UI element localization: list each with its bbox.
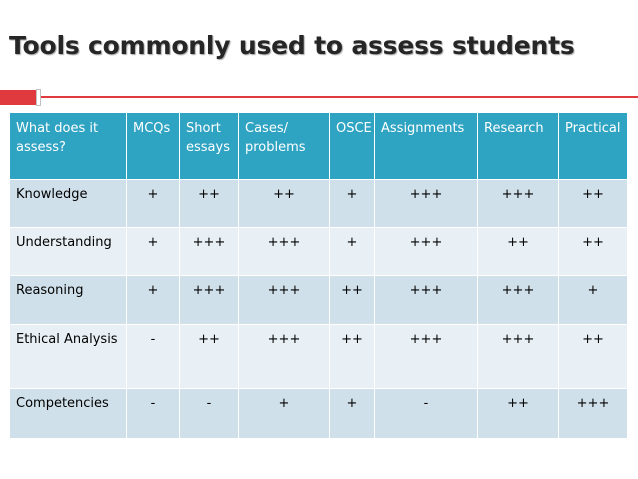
table-cell: +++	[239, 276, 330, 325]
table-cell: +	[330, 389, 375, 439]
title-accent-block	[0, 90, 36, 105]
header-mcqs: MCQs	[127, 113, 180, 180]
table-cell: +	[330, 180, 375, 228]
table-cell: +++	[375, 180, 478, 228]
table-row	[10, 276, 628, 325]
table-cell: +	[127, 180, 180, 228]
table-cell: ++	[478, 389, 559, 439]
table-cell: +++	[239, 325, 330, 389]
title-underline	[41, 96, 638, 98]
header-assignments: Assignments	[375, 113, 478, 180]
table-header-row	[10, 113, 628, 180]
table-cell: +	[127, 228, 180, 276]
row-label: Ethical Analysis	[10, 325, 127, 389]
table-cell: +++	[478, 325, 559, 389]
header-practical: Practical	[559, 113, 628, 180]
table-cell: +++	[375, 325, 478, 389]
table-row	[10, 228, 628, 276]
table-cell: +	[127, 276, 180, 325]
table-row	[10, 180, 628, 228]
row-label: Knowledge	[10, 180, 127, 228]
table-cell: +	[330, 228, 375, 276]
table-cell: -	[127, 389, 180, 439]
header-what-does-it-assess: What does it assess?	[10, 113, 127, 180]
table-cell: ++	[180, 325, 239, 389]
table-cell: -	[127, 325, 180, 389]
header-osce: OSCE	[330, 113, 375, 180]
table-cell: +	[239, 389, 330, 439]
table-cell: -	[180, 389, 239, 439]
row-label: Understanding	[10, 228, 127, 276]
table-cell: +++	[239, 228, 330, 276]
header-research: Research	[478, 113, 559, 180]
table-cell: ++	[559, 325, 628, 389]
table-cell: ++	[559, 228, 628, 276]
table-cell: +++	[478, 276, 559, 325]
table-row	[10, 389, 628, 439]
table-cell: +	[559, 276, 628, 325]
table-cell: -	[375, 389, 478, 439]
table-cell: +++	[375, 276, 478, 325]
assessment-tools-table	[9, 112, 628, 439]
table-cell: ++	[330, 276, 375, 325]
table-cell: ++	[330, 325, 375, 389]
table-cell: +++	[180, 228, 239, 276]
row-label: Competencies	[10, 389, 127, 439]
table-cell: ++	[239, 180, 330, 228]
table-cell: ++	[180, 180, 239, 228]
header-short-essays: Short essays	[180, 113, 239, 180]
header-cases-problems: Cases/ problems	[239, 113, 330, 180]
table-cell: +++	[375, 228, 478, 276]
table-cell: +++	[180, 276, 239, 325]
row-label: Reasoning	[10, 276, 127, 325]
table-cell: +++	[559, 389, 628, 439]
table-row	[10, 325, 628, 389]
table-cell: ++	[559, 180, 628, 228]
table-cell: +++	[478, 180, 559, 228]
table-cell: ++	[478, 228, 559, 276]
slide-title: Tools commonly used to assess students	[9, 31, 575, 60]
